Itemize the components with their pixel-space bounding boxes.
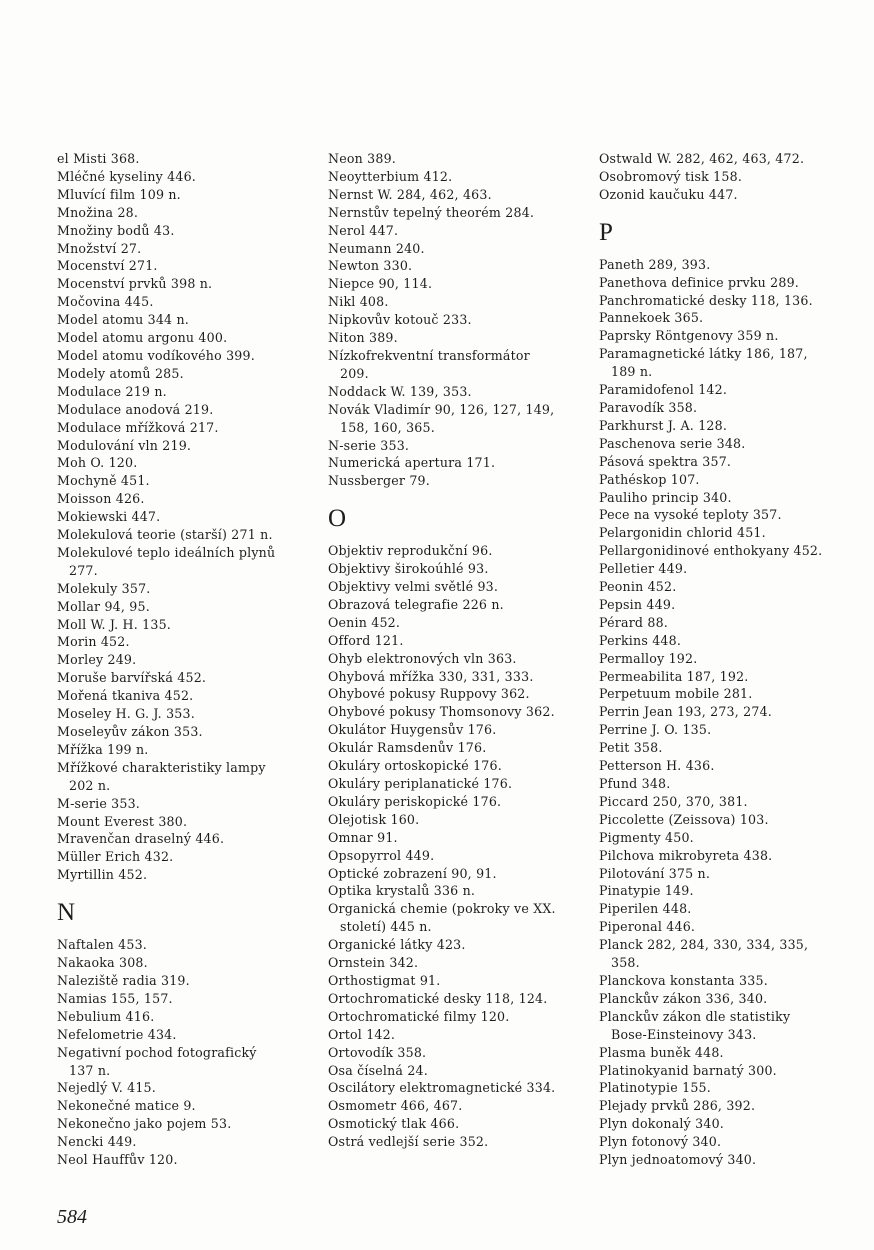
index-entry: Optika krystalů 336 n. (328, 883, 476, 899)
index-entry: Mřížka 199 n. (57, 741, 149, 757)
index-entry: Moruše barvířská 452. (57, 670, 207, 686)
index-entry: Objektiv reprodukční 96. (328, 543, 493, 559)
page-number: 584 (57, 1206, 87, 1228)
index-entry: Nebulium 416. (57, 1008, 155, 1024)
index-entry: Nízkofrekventní transformátor 209. (328, 347, 530, 381)
index-entry: Panchromatické desky 118, 136. (599, 292, 813, 308)
index-entry: Myrtillin 452. (57, 867, 148, 883)
index-entry: Nejedlý V. 415. (57, 1080, 156, 1096)
index-entry: Planckův zákon 336, 340. (599, 990, 768, 1006)
index-entry: Niepce 90, 114. (328, 276, 433, 292)
index-entry: Planckův zákon dle statistiky Bose-Einsteinovy 343. (599, 1008, 791, 1042)
index-entry: Nefelometrie 434. (57, 1026, 177, 1042)
index-entry: Mřížkové charakteristiky lampy 202 n. (57, 759, 266, 793)
index-entry: Nakaoka 308. (57, 955, 148, 971)
index-entry: Neon 389. (328, 151, 397, 166)
index-entry: el Misti 368. (57, 151, 140, 166)
index-entry: Nernstův tepelný theorém 284. (328, 204, 535, 220)
index-entry: Mléčné kyseliny 446. (57, 168, 196, 184)
index-entry: Moisson 426. (57, 491, 145, 507)
section-letter: N (57, 899, 76, 927)
index-entry: Nikl 408. (328, 294, 389, 310)
index-entry: Pilotování 375 n. (599, 865, 711, 881)
index-entry: Objektivy širokoúhlé 93. (328, 561, 489, 577)
index-entry: Pásová spektra 357. (599, 453, 732, 469)
index-entry: Permalloy 192. (599, 650, 698, 666)
index-entry: Pigmenty 450. (599, 829, 694, 845)
index-entry: Mokiewski 447. (57, 509, 161, 525)
index-entry: Perrin Jean 193, 273, 274. (599, 704, 772, 720)
index-entry: Nencki 449. (57, 1134, 137, 1150)
section-letter: O (328, 505, 347, 533)
index-entry: Ortovodík 358. (328, 1044, 427, 1060)
index-entry: Petit 358. (599, 740, 663, 756)
index-entry: Okuláry periplanatické 176. (328, 776, 513, 791)
index-entry: Organická chemie (pokroky ve XX. století) 445 n. (328, 901, 556, 935)
index-entry: Plyn jednoatomový 340. (599, 1152, 757, 1168)
index-entry: Morin 452. (57, 634, 130, 650)
index-entry: Mocenství 271. (57, 258, 158, 274)
index-entry: Okulár Ramsdenův 176. (328, 740, 487, 756)
index-entry: Modulování vln 219. (57, 437, 192, 453)
index-entry: Osa číselná 24. (328, 1062, 428, 1078)
index-entry: Ortol 142. (328, 1026, 396, 1042)
index-entry: Namias 155, 157. (57, 990, 173, 1006)
index-entry: Molekulové teplo ideálních plynů 277. (57, 544, 276, 578)
index-entry: Mořená tkaniva 452. (57, 688, 194, 704)
index-entry: Mluvící film 109 n. (57, 186, 181, 202)
index-entry: Ohybové pokusy Ruppovy 362. (328, 686, 530, 702)
index-entry: Moseleyův zákon 353. (57, 724, 203, 739)
index-entry: Ortochromatické filmy 120. (328, 1008, 510, 1024)
index-entry: Niton 389. (328, 330, 398, 346)
index-entry: Model atomu argonu 400. (57, 330, 228, 346)
index-entry: Mollar 94, 95. (57, 598, 150, 614)
index-entry: Okuláry ortoskopické 176. (328, 758, 502, 774)
index-column-2 (328, 150, 558, 1151)
index-entry: Morley 249. (57, 652, 137, 668)
index-entry: Množství 27. (57, 240, 142, 256)
index-entry: Pauliho princip 340. (599, 489, 732, 505)
index-entry: Plyn dokonalý 340. (599, 1116, 724, 1132)
index-entry: Müller Erich 432. (57, 849, 174, 865)
index-entry: Paramidofenol 142. (599, 382, 728, 398)
index-column-1 (57, 150, 279, 1169)
index-entry: Moseley H. G. J. 353. (57, 706, 195, 722)
index-entry: Paprsky Röntgenovy 359 n. (599, 328, 779, 344)
index-entry: Nussberger 79. (328, 473, 430, 489)
index-entry: Neumann 240. (328, 240, 425, 256)
index-entry: Piperilen 448. (599, 901, 692, 917)
index-entry: Pannekoek 365. (599, 310, 704, 326)
section-letter: P (599, 218, 614, 246)
index-entry: Oscilátory elektromagnetické 334. (328, 1080, 556, 1096)
index-entry: Pellargonidinové enthokyany 452. (599, 543, 823, 559)
index-entry: Peonin 452. (599, 579, 677, 595)
index-entry: Perrine J. O. 135. (599, 722, 712, 738)
index-entry: Platinotypie 155. (599, 1080, 711, 1096)
index-entry: Okulátor Huygensův 176. (328, 722, 497, 738)
index-entry: Planck 282, 284, 330, 334, 335, 358. (599, 937, 809, 971)
index-entry: Nekonečné matice 9. (57, 1098, 196, 1114)
index-entry: Negativní pochod fotografický 137 n. (57, 1044, 257, 1078)
index-entry: Ostrá vedlejší serie 352. (328, 1134, 489, 1150)
index-entry: Moh O. 120. (57, 455, 138, 471)
index-entry: Naleziště radia 319. (57, 972, 190, 988)
index-entry: Plyn fotonový 340. (599, 1134, 722, 1150)
index-entry: Perpetuum mobile 281. (599, 686, 753, 702)
index-entry: Pinatypie 149. (599, 883, 694, 899)
index-entry: Ostwald W. 282, 462, 463, 472. (599, 151, 805, 166)
index-entry: Organické látky 423. (328, 937, 466, 953)
index-entry: Množina 28. (57, 204, 139, 220)
index-entry: Nernst W. 284, 462, 463. (328, 186, 492, 202)
index-entry: Piccard 250, 370, 381. (599, 793, 748, 809)
index-entry: Osmometr 466, 467. (328, 1098, 463, 1114)
index-entry: Piccolette (Zeissova) 103. (599, 811, 769, 827)
index-entry: Močovina 445. (57, 294, 154, 310)
index-entry: Molekulová teorie (starší) 271 n. (57, 527, 273, 543)
index-entry: Orthostigmat 91. (328, 972, 441, 988)
index-entry: Ohyb elektronových vln 363. (328, 650, 517, 666)
index-entry: Nipkovův kotouč 233. (328, 312, 472, 328)
index-entry: Omnar 91. (328, 829, 398, 845)
index-entry: N-serie 353. (328, 437, 410, 453)
index-entry: Paramagnetické látky 186, 187, 189 n. (599, 346, 808, 380)
index-entry: Planckova konstanta 335. (599, 972, 768, 988)
index-entry: Osobromový tisk 158. (599, 168, 743, 184)
index-entry: Osmotický tlak 466. (328, 1116, 460, 1132)
index-entry: Pathéskop 107. (599, 471, 700, 487)
index-entry: Moll W. J. H. 135. (57, 616, 171, 632)
index-entry: Platinokyanid barnatý 300. (599, 1062, 777, 1078)
index-entry: Olejotisk 160. (328, 811, 420, 827)
index-entry: Množiny bodů 43. (57, 222, 175, 238)
index-entry: Modulace mřížková 217. (57, 419, 219, 435)
index-entry: Nerol 447. (328, 222, 399, 238)
index-entry: Ohybová mřížka 330, 331, 333. (328, 668, 534, 684)
index-entry: Optické zobrazení 90, 91. (328, 865, 497, 881)
index-entry: Okuláry periskopické 176. (328, 793, 502, 809)
index-entry: Modely atomů 285. (57, 365, 184, 381)
index-entry: Paschenova serie 348. (599, 435, 746, 451)
index-entry: Mocenství prvků 398 n. (57, 276, 213, 292)
index-entry: Paravodík 358. (599, 399, 698, 415)
index-entry: Modulace anodová 219. (57, 401, 214, 417)
index-entry: Mount Everest 380. (57, 813, 188, 829)
index-entry: Pelargonidin chlorid 451. (599, 525, 766, 541)
index-entry: Piperonal 446. (599, 919, 696, 935)
index-entry: Pece na vysoké teploty 357. (599, 507, 782, 523)
index-entry: Model atomu 344 n. (57, 312, 189, 328)
index-entry: Model atomu vodíkového 399. (57, 347, 255, 363)
index-entry: Mochyně 451. (57, 473, 150, 489)
index-entry: Plasma buněk 448. (599, 1044, 724, 1060)
index-entry: Nekonečno jako pojem 53. (57, 1116, 232, 1132)
index-entry: Perkins 448. (599, 632, 682, 648)
index-entry: Pelletier 449. (599, 561, 688, 577)
index-entry: Panethova definice prvku 289. (599, 274, 799, 290)
index-entry: Parkhurst J. A. 128. (599, 417, 728, 433)
index-entry: Offord 121. (328, 632, 404, 648)
index-entry: Pepsin 449. (599, 596, 676, 612)
index-entry: Neoytterbium 412. (328, 168, 453, 184)
index-entry: Newton 330. (328, 258, 413, 274)
index-entry: Numerická apertura 171. (328, 455, 496, 471)
index-entry: Ortochromatické desky 118, 124. (328, 990, 548, 1006)
index-entry: Ornstein 342. (328, 955, 419, 971)
index-entry: Obrazová telegrafie 226 n. (328, 596, 504, 612)
index-entry: Paneth 289, 393. (599, 256, 711, 272)
index-entry: Objektivy velmi světlé 93. (328, 579, 499, 595)
index-entry: Pérard 88. (599, 614, 669, 630)
index-entry: Pilchova mikrobyreta 438. (599, 847, 773, 863)
index-entry: Opsopyrrol 449. (328, 847, 435, 863)
index-entry: Mravenčan draselný 446. (57, 831, 225, 847)
index-entry: Naftalen 453. (57, 937, 147, 953)
index-entry: M-serie 353. (57, 795, 141, 811)
index-entry: Petterson H. 436. (599, 758, 715, 774)
index-entry: Ohybové pokusy Thomsonovy 362. (328, 704, 555, 720)
index-entry: Novák Vladimír 90, 126, 127, 149, 158, 160, 365. (328, 401, 555, 435)
index-entry: Modulace 219 n. (57, 383, 167, 399)
index-entry: Neol Hauffův 120. (57, 1152, 178, 1168)
index-entry: Noddack W. 139, 353. (328, 383, 472, 399)
index-entry: Permeabilita 187, 192. (599, 668, 749, 684)
index-entry: Oenin 452. (328, 614, 401, 630)
index-entry: Molekuly 357. (57, 580, 151, 596)
index-entry: Plejady prvků 286, 392. (599, 1098, 756, 1114)
index-entry: Pfund 348. (599, 776, 671, 791)
index-entry: Ozonid kaučuku 447. (599, 186, 738, 202)
index-column-3 (599, 150, 824, 1169)
